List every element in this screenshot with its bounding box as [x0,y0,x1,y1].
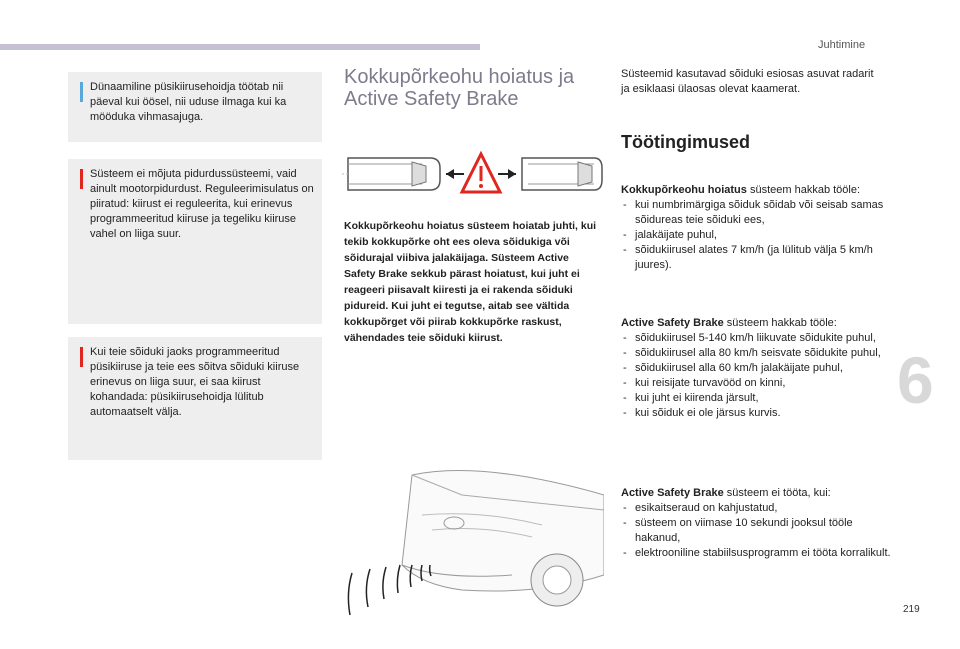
condition-heading: Active Safety Brake süsteem ei tööta, kui: [621,487,831,499]
warning-box-text: Süsteem ei mõjuta pidurdussüsteemi, vaid ainult mootorpidurdust. Reguleerimisulatus on piiratud: kiirust ei reguleerita, kui erinevus programmeeritud kiiruse ja tegeliku kiiruse vahel on liiga suur. [90,168,314,240]
list-item: - sõidukiirusel alates 7 km/h (ja lülitub välja 5 km/h juures). [621,243,891,273]
section-subtitle: Töötingimused [621,132,750,152]
page-title: Kokkupõrkeohu hoiatus ja Active Safety Brake [344,66,575,110]
page-number: 219 [903,604,920,615]
condition-block [621,183,891,273]
list-item: - kui juht ei kiirenda järsult, [621,391,891,406]
system-description: Kokkupõrkeohu hoiatus süsteem hoiatab juhti, kui tekib kokkupõrke oht ees oleva sõidukiga või sõidurajal viibiva jalakäijaga. Süsteem Active Safety Brake sekkub pärast hoiatust, kui juht ei reageeri piisavalt kiiresti ja ei rakenda sõiduki pidureid. Kui juht ei tegutse, aitab see vältida kokkupõrget või piirab kokkupõrke raskust, vähendades teie sõiduki kiirust. [344,220,597,344]
vehicle-radar-illustration [342,455,604,623]
list-item: - sõidukiirusel alla 60 km/h jalakäijate puhul, [621,361,891,376]
list-item: - sõidukiirusel 5-140 km/h liikuvate sõidukite puhul, [621,331,891,346]
warning-box-text: Kui teie sõiduki jaoks programmeeritud püsikiiruse ja teie ees sõitva sõiduki kiiruse erinevus on liiga suur, ei saa kiirust kohandada: püsikiirusehoidja lülitub automaatselt välja. [90,346,300,418]
list-item: - sõidukiirusel alla 80 km/h seisvate sõidukite puhul, [621,346,891,361]
warning-box [68,337,322,460]
info-box-text: Dünaamiline püsikiirusehoidja töötab nii päeval kui öösel, nii uduse ilmaga kui ka mööduka vihmasajuga. [90,81,287,123]
list-item: - jalakäijate puhul, [621,228,891,243]
section-name: Juhtimine [818,39,866,51]
list-item: - kui sõiduk ei ole järsus kurvis. [621,406,891,421]
header-accent-bar [0,44,480,50]
chapter-number: 6 [897,343,934,417]
condition-block [621,316,891,421]
rear-vehicle-icon [342,158,440,190]
list-item: - süsteem on viimase 10 sekundi jooksul tööle hakanud, [621,516,891,546]
list-item: - kui numbrimärgiga sõiduk sõidab või seisab samas sõidureas teie sõiduki ees, [621,198,891,228]
warning-box [68,159,322,324]
warning-triangle-icon [446,154,516,192]
front-vehicle-icon [522,158,602,190]
warning-icon [80,169,83,189]
list-item: - elektrooniline stabiilsusprogramm ei tööta korralikult. [621,546,891,561]
list-item: - esikaitseraud on kahjustatud, [621,501,891,516]
condition-heading: Active Safety Brake süsteem hakkab tööle: [621,317,837,329]
info-box [68,72,322,142]
intro-text: Süsteemid kasutavad sõiduki esiosas asuvat radarit ja esiklaasi ülaosas olevat kaamerat. [621,68,874,95]
condition-block [621,486,891,561]
warning-icon [80,347,83,367]
info-icon [80,82,83,102]
condition-heading: Kokkupõrkeohu hoiatus süsteem hakkab tööle: [621,184,861,196]
list-item: - kui reisijate turvavööd on kinni, [621,376,891,391]
collision-warning-illustration [342,150,604,198]
